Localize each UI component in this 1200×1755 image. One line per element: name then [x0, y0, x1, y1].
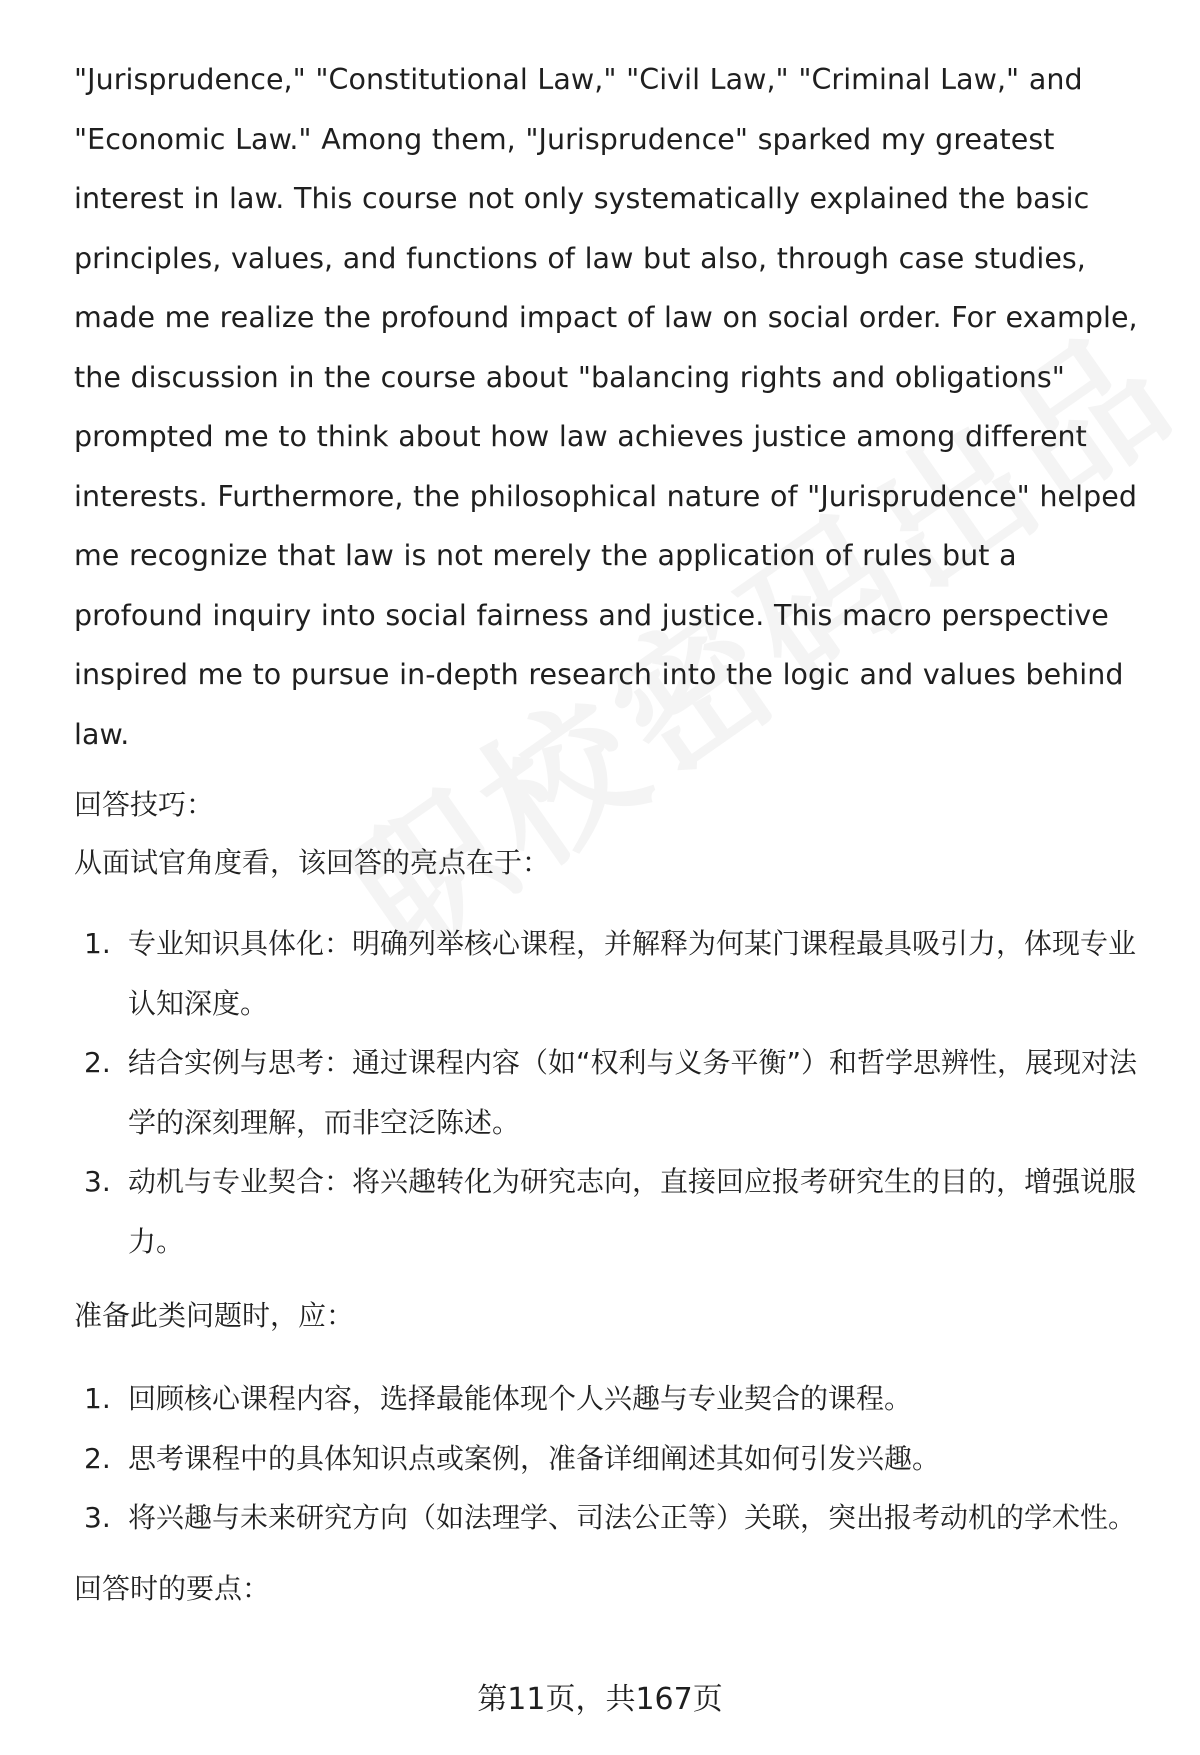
body-paragraph: "Jurisprudence," "Constitutional Law," "Civil Law," "Criminal Law," and "Economic Law." Among them, "Jurisprudence" sparked my greatest interest in law. This course not only systematically explained the basic principles, values, and functions of law but also, through case studies, made me realize the profound impact of law on social order. For example, the discussion in the course about "balancing rights and obligations" prompted me to think about how law achieves justice among different interests. Furthermore, the philosophical nature of "Jurisprudence" helped me recognize that law is not merely the application of rules but a profound inquiry into social fairness and justice. This macro perspective inspired me to pursue in-depth research into the logic and values behind law.	[74, 63, 1138, 751]
prep-list	[74, 1369, 1154, 1548]
list-item	[74, 914, 1154, 1033]
answer-tips-heading: 回答技巧：	[74, 788, 215, 821]
list-item	[74, 1488, 1154, 1548]
list-item-text: 思考课程中的具体知识点或案例，准备详细阐述其如何引发兴趣。	[128, 1441, 941, 1475]
list-item-text: 动机与专业契合：将兴趣转化为研究志向，直接回应报考研究生的目的，增强说服力。	[128, 1165, 1137, 1258]
list-item	[74, 1152, 1154, 1271]
key-points-heading: 回答时的要点：	[74, 1571, 271, 1605]
page-content	[74, 50, 1154, 1614]
list-item	[74, 1033, 1154, 1152]
list-number: 1.	[84, 927, 111, 960]
prep-heading: 准备此类问题时，应：	[74, 1299, 355, 1332]
list-number: 1.	[84, 1382, 111, 1415]
list-item-text: 将兴趣与未来研究方向（如法理学、司法公正等）关联，突出报考动机的学术性。	[128, 1501, 1137, 1534]
list-item-text: 回顾核心课程内容，选择最能体现个人兴趣与专业契合的课程。	[128, 1382, 913, 1415]
list-item	[74, 1429, 1154, 1489]
list-number: 2.	[84, 1046, 111, 1079]
highlights-intro: 从面试官角度看，该回答的亮点在于：	[74, 846, 551, 879]
list-item-text: 结合实例与思考：通过课程内容（如“权利与义务平衡”）和哲学思辨性，展现对法学的深刻理解，而非空泛陈述。	[128, 1046, 1138, 1139]
list-number: 2.	[84, 1441, 111, 1475]
highlights-list	[74, 914, 1154, 1271]
page-number-footer: 第11页，共167页	[477, 1682, 723, 1717]
list-number: 3.	[84, 1165, 111, 1198]
list-item	[74, 1369, 1154, 1429]
list-item-text: 专业知识具体化：明确列举核心课程，并解释为何某门课程最具吸引力，体现专业认知深度。	[128, 927, 1137, 1020]
list-number: 3.	[84, 1501, 111, 1534]
